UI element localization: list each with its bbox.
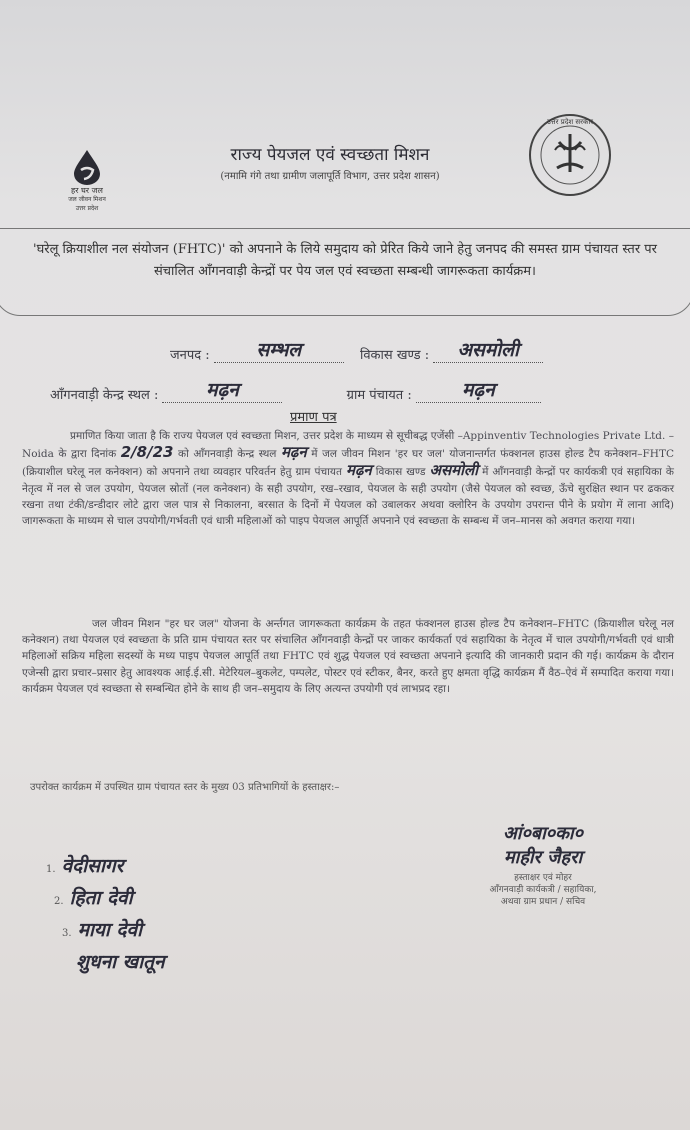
participants-list [46, 852, 165, 980]
para1-d: विकास खण्ड [375, 466, 426, 479]
block-value: असमोली [457, 339, 519, 361]
para1-e: में आँगनवाड़ी केन्द्रों पर कार्यकत्री एवं सहायिका के नेतृत्व में नल से जल उपयोग, पेयजल स्रोतों (नल कनेक्शन) के सही उपयोग, रख–रखाव, पेयजल के सही उपयोग (जैसे पेयजल को स्वच्छ, ऊँचे सुरक्षित स्थान पर ढककर रखना तथा टंकी/डन्डीदार लोटे द्वारा जल पात्र से निकालना, बरसात के दिनों में पेयजल को उबालकर अथवा क्लोरिन के उपयोग उपरान्त पीने के प्रयोग में लाना आदि) जागरूकता के माध्यम से चाल उपयोगी/गर्भवती एवं धात्री महिलाओं को पाइप पेयजल आपूर्ति अपनाने एवं स्वच्छता के सम्बन्ध में जन–मानस को अवगत कराया गया। [22, 466, 674, 528]
participant-3-name: माया देवी [77, 919, 143, 941]
logo-line1: हर घर जल [71, 186, 103, 195]
emblem-text: उत्तर प्रदेश सरकार [546, 118, 594, 126]
logo-line3: उत्तर प्रदेश [75, 205, 99, 212]
block-hand: असमोली [429, 461, 479, 480]
up-government-emblem [527, 112, 613, 198]
gp-hand: मढ़न [345, 461, 372, 480]
certificate-paragraph-1 [22, 428, 674, 529]
participant-2-name: हिता देवी [69, 887, 133, 909]
signatory-hand-1: आं०बा०का० [503, 823, 583, 844]
signatory-line-2: आँगनवाड़ी कार्यकत्री / सहायिका, [489, 885, 597, 895]
gp-value: मढ़न [462, 379, 495, 401]
participant-extra-name: शुधना खातून [76, 951, 165, 973]
page-title: राज्य पेयजल एवं स्वच्छता मिशन [230, 145, 430, 165]
banner-text: 'घरेलू क्रियाशील नल संयोजन (FHTC)' को अपनाने के लिये समुदाय को प्रेरित किये जाने हेतु जनपद की समस्त ग्राम पंचायत स्तर पर संचालित आँगनवाड़ी केन्द्रों पर पेय जल एवं स्वच्छता सम्बन्धी जागरूकता कार्यक्रम। [33, 242, 657, 279]
centre-gp-row [50, 376, 541, 403]
date-value: 2/8/23 [120, 443, 174, 462]
water-drop-icon [70, 148, 104, 186]
participant-1 [46, 852, 165, 878]
certificate-paragraph-2 [22, 616, 674, 697]
logo-line2: जल जीवन मिशन [68, 196, 106, 203]
para1-b: को आँगनवाड़ी केन्द्र स्थल [178, 448, 277, 461]
certificate-heading: प्रमाण पत्र [290, 410, 337, 425]
signatory-hand-2: माहीर जैहरा [503, 847, 583, 868]
participant-2-num: 2. [54, 896, 64, 907]
para1-a: प्रमाणित किया जाता है कि राज्य पेयजल एवं स्वच्छता मिशन, उत्तर प्रदेश के माध्यम से सूचीबद्ध एजेंसी –Appinventiv Technologies Private Ltd. – Noida के द्वारा दिनांक [22, 430, 674, 461]
signatory-line-1: हस्ताक्षर एवं मोहर [514, 873, 572, 883]
program-banner [0, 228, 690, 316]
district-label: जनपद : [170, 348, 210, 363]
participants-intro: उपरोक्त कार्यक्रम में उपस्थित ग्राम पंचायत स्तर के मुख्य 03 प्रतिभागियों के हस्ताक्षर:– [30, 782, 340, 793]
centre-value: मढ़न [206, 379, 239, 401]
har-ghar-jal-logo [52, 148, 122, 213]
signatory-block [448, 822, 638, 908]
district-block-row [170, 336, 543, 363]
participant-1-name: वेदीसागर [61, 855, 124, 877]
block-label: विकास खण्ड : [359, 348, 430, 363]
participant-2 [54, 884, 165, 910]
district-value: सम्भल [256, 339, 302, 361]
para2: जल जीवन मिशन "हर घर जल" योजना के अर्न्तगत जागरूकता कार्यक्रम के तहत फंक्शनल हाउस होल्ड टैप कनेक्शन–FHTC (क्रियाशील घरेलू नल कनेक्शन) तथा पेयजल एवं स्वच्छता के प्रति ग्राम पंचायत स्तर पर संचालित आँगनवाड़ी केन्द्रों पर जाकर कार्यकर्ता एवं सहायिका के नेतृत्व में चाल उपयोगी/गर्भवती एवं धात्री महिलाओं सक्रिय महिला सदस्यों के मध्य पाइप पेयजल आपूर्ति तथा FHTC एवं शुद्ध पेयजल एवं स्वच्छता अपनाने इत्यादि की जानकारी प्रदान की गई। कार्यक्रम के दौरान एजेन्सी द्वारा प्रचार–प्रसार हेतु आवश्यक आई.ई.सी. मेटेरियल–बुकलेट, पम्पलेट, पोस्टर एवं स्टीकर, बैनर, करते हुए क्षमता वृद्धि कार्यक्रम मैं वैठ–ऐवं में सम्पादित कराया गया। कार्यक्रम पेयजल एवं स्वच्छता से सम्बन्धित होने के साथ ही जन–समुदाय के लिए अत्यन्त उपयोगी एवं लाभप्रद रहा। [22, 618, 674, 695]
header-title-block [150, 142, 510, 182]
para1-c: में जल जीवन मिशन 'हर घर जल' योजनान्तर्गत फंक्शनल हाउस होल्ड टैप कनेक्शन–FHTC (क्रियाशील घरेलू नल कनेक्शन) को अपनाने तथा व्यवहार परिवर्तन हेतु ग्राम पंचायत [22, 448, 674, 479]
participant-3-num: 3. [62, 928, 72, 939]
page-subtitle: (नमामि गंगे तथा ग्रामीण जलापूर्ति विभाग, उत्तर प्रदेश शासन) [220, 171, 440, 182]
participant-extra [76, 948, 165, 974]
centre-label: आँगनवाड़ी केन्द्र स्थल : [50, 388, 159, 403]
gp-label: ग्राम पंचायत : [346, 388, 412, 403]
signatory-line-3: अथवा ग्राम प्रधान / सचिव [500, 897, 586, 907]
participant-1-num: 1. [46, 864, 56, 875]
participant-3 [62, 916, 165, 942]
centre-hand: मढ़न [280, 443, 307, 462]
